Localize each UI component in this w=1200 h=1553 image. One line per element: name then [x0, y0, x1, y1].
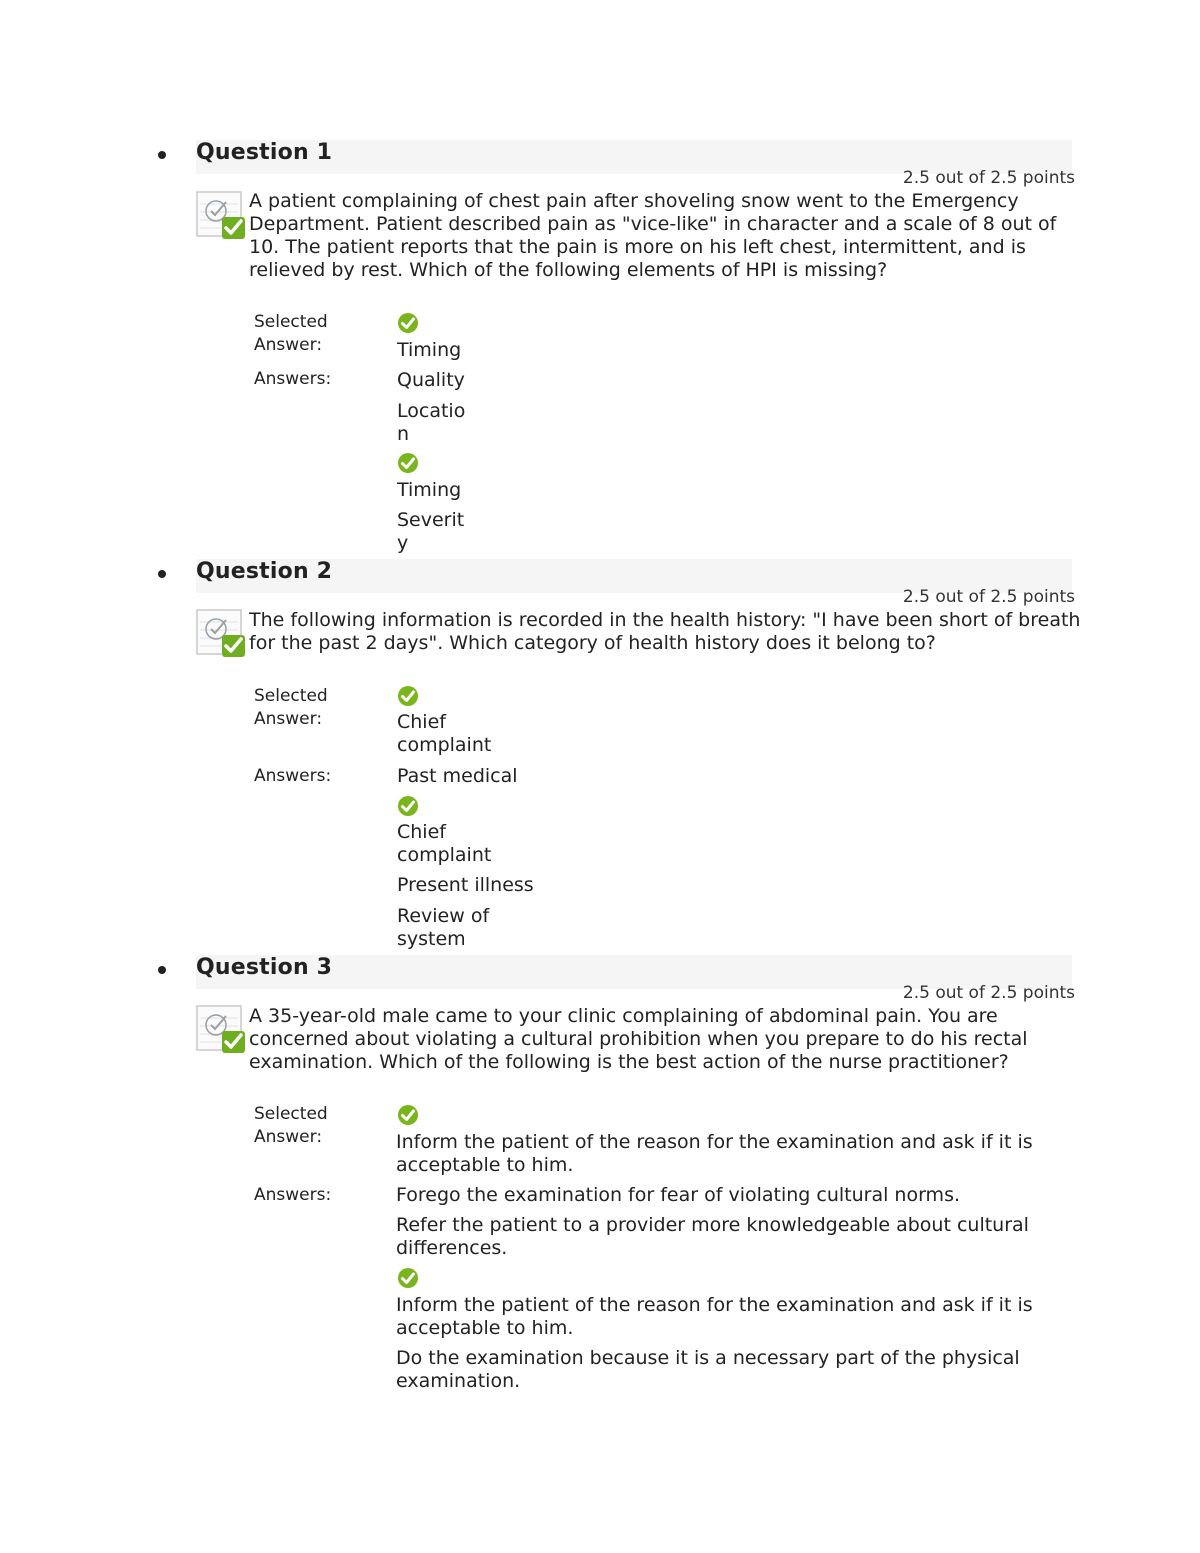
- graded-document-icon: [196, 1004, 248, 1056]
- check-circle-icon: [397, 685, 419, 707]
- question-title: Question 2: [196, 559, 333, 584]
- answer-option: Chief complaint: [397, 821, 492, 866]
- answer-option: Do the examination because it is a necessary part of the physical examination.: [396, 1347, 1020, 1392]
- answer-option: Timing: [397, 479, 462, 501]
- check-circle-icon: [397, 795, 419, 817]
- check-circle-icon: [397, 452, 419, 474]
- selected-answer-label: Selected Answer:: [254, 1104, 328, 1147]
- selected-answer-label: Selected Answer:: [254, 686, 328, 729]
- answer-option: Present illness: [397, 874, 534, 896]
- check-circle-icon: [397, 1267, 419, 1289]
- question-text: The following information is recorded in the health history: "I have been short of breath for the past 2 days". Which category of health history does it belong to?: [249, 609, 1081, 654]
- question-text: A 35-year-old male came to your clinic complaining of abdominal pain. You are concerned about violating a cultural prohibition when you prepare to do his rectal examination. Which of the following is the best action of the nurse practitioner?: [249, 1005, 1028, 1073]
- question-title: Question 1: [196, 140, 333, 165]
- selected-answer: Inform the patient of the reason for the examination and ask if it is acceptable to him.: [396, 1131, 1033, 1176]
- question-points: 2.5 out of 2.5 points: [902, 168, 1075, 188]
- answer-option: Location: [397, 400, 466, 445]
- check-circle-icon: [397, 1104, 419, 1126]
- question-points: 2.5 out of 2.5 points: [902, 983, 1075, 1003]
- graded-document-icon: [196, 190, 248, 242]
- answers-label: Answers:: [254, 1185, 332, 1205]
- answer-option: Refer the patient to a provider more knowledgeable about cultural differences.: [396, 1214, 1029, 1259]
- question-points: 2.5 out of 2.5 points: [902, 587, 1075, 607]
- answer-option: Inform the patient of the reason for the examination and ask if it is acceptable to him.: [396, 1294, 1033, 1339]
- answer-option: Forego the examination for fear of violating cultural norms.: [396, 1184, 961, 1206]
- answer-option: Severity: [397, 509, 465, 554]
- graded-document-icon: [196, 608, 248, 660]
- answers-label: Answers:: [254, 369, 332, 389]
- answer-option: Past medical: [397, 765, 518, 787]
- selected-answer-label: Selected Answer:: [254, 312, 328, 355]
- bullet-icon: [158, 966, 166, 974]
- check-circle-icon: [397, 312, 419, 334]
- bullet-icon: [158, 151, 166, 159]
- answer-option: Review of system: [397, 905, 490, 950]
- bullet-icon: [158, 570, 166, 578]
- selected-answer: Timing: [397, 339, 462, 361]
- selected-answer: Chief complaint: [397, 711, 492, 756]
- answers-label: Answers:: [254, 766, 332, 786]
- answer-option: Quality: [397, 369, 465, 391]
- question-title: Question 3: [196, 955, 333, 980]
- question-text: A patient complaining of chest pain after shoveling snow went to the Emergency Department. Patient described pain as "vice-like" in character and a scale of 8 out of 10. The patient reports that the pain is more on his left chest, intermittent, and is relieved by rest. Which of the following elements of HPI is missing?: [249, 190, 1057, 281]
